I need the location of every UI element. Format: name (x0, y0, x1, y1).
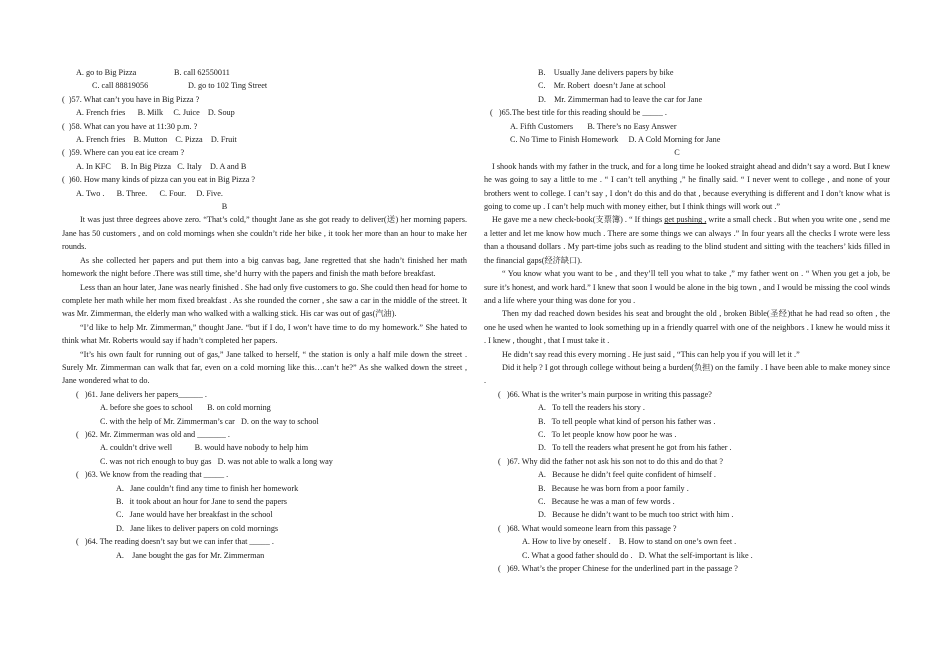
q57-options: A. French fries B. Milk C. Juice D. Soup (76, 108, 235, 118)
q56-option-b: B. call 62550011 (174, 68, 230, 77)
q62-options-ab: A. couldn’t drive well B. would have nobody to help him (100, 443, 309, 453)
q67-option-c: C. Because he was a man of few words . (538, 497, 675, 506)
left-column (62, 66, 467, 562)
q56-options-cd (62, 79, 467, 92)
q67-stem: ( )67. Why did the father not ask his son not to do this and do that ? (498, 456, 723, 466)
q60-options: A. Two . B. Three. C. Four. D. Five. (76, 188, 223, 198)
q65-options-ab: A. Fifth Customers B. There’s no Easy Answer (510, 121, 677, 131)
passage-paragraph-1: It was just three degrees above zero. “That’s cold,” thought Jane as she got ready to deliver(送) her morning papers. Jane has 50 customers , and on cold mornings when she couldn’t ride her bike , it took her more than an hour to make her rounds. (62, 215, 467, 252)
q66-option-a: A. To tell the readers his story . (538, 403, 645, 413)
q66-option-c: C. To let people know how poor he was . (538, 429, 677, 439)
passage-paragraph-3: Less than an hour later, Jane was nearly finished . She had only five customers to go. She could then head for home to complete her math while her mom fixed breakfast . As she rounded the corner , she saw a car in the middle of the street. It was Mr. Zimmerman, the elderly man who walked with a walking stick. His car was out of gas(汽油). (62, 282, 467, 319)
q63-option-a: A. Jane couldn’t find any time to finish her homework (116, 483, 299, 493)
passage2-paragraph-6: Did it help ? I got through college without being a burden(负担) on the family . I have been able to make money since . (484, 362, 890, 386)
q56-option-a: A. go to Big Pizza (76, 68, 137, 77)
q58-options: A. French fries B. Mutton C. Pizza D. Fruit (76, 135, 237, 145)
q59-stem: ( )59. Where can you eat ice cream ? (62, 148, 185, 158)
q59-options: A. In KFC B. In Big Pizza C. Italy D. A and B (76, 161, 247, 171)
underlined-phrase: get pushing , (664, 215, 707, 225)
passage2-paragraph-4: Then my dad reached down besides his seat and brought the old , broken Bible(圣经)that he had read so often , the one he used when he wanted to look something up in a friendly quarrel with one of the neighbors . I knew he would miss it . I knew , thought , that I must take it . (484, 309, 890, 346)
q68-stem: ( )68. What would someone learn from this passage ? (498, 523, 677, 533)
q61-stem: ( )61. Jane delivers her papers______ . (76, 389, 207, 399)
passage-paragraph-5: “It’s his own fault for running out of gas,” Jane talked to herself, “ the station is only a half mile down the street . Surely Mr. Zimmerman can walk that far, even on a cold morning like this…can’t he?” As she walked down the street , Jane wondered what to do. (62, 349, 467, 386)
passage2-paragraph-5: He didn’t say read this every morning . He just said , “This can help you if you will let it .” (502, 349, 800, 359)
answer-c: C (674, 148, 680, 158)
q56-options-ab (62, 66, 467, 79)
q69-stem: ( )69. What’s the proper Chinese for the underlined part in the passage ? (498, 564, 738, 574)
q65-options-cd: C. No Time to Finish Homework D. A Cold Morning for Jane (510, 135, 721, 145)
q57-stem: ( )57. What can’t you have in Big Pizza ? (62, 94, 200, 104)
q63-option-b: B. it took about an hour for Jane to send the papers (116, 497, 287, 506)
q62-options-cd: C. was not rich enough to buy gas D. was not able to walk a long way (100, 456, 333, 466)
passage2-paragraph-3: “ You know what you want to be , and they’ll tell you what to take ,” my father went on . “ When you get a job, be sure it’s honest, and work hard.” I knew that soon I would be alone in the big town , and I would be missing the cool winds and a life where your thing was done for you . (484, 269, 890, 305)
q68-options-ab: A. How to live by oneself . B. How to stand on one’s own feet . (522, 537, 737, 547)
q66-option-d: D. To tell the readers what present he got from his father . (538, 443, 732, 453)
passage2-paragraph-2 (484, 213, 890, 267)
q61-options-ab: A. before she goes to school B. on cold morning (100, 403, 271, 413)
answer-b: B (221, 202, 228, 212)
passage2-paragraph-1: I shook hands with my father in the truck, and for a long time he looked straight ahead and didn’t say a word. But I knew he was going to say a little to me . “ I can’t tell anything ,” he finally said. “ I never went to college , and none of your brothers went to college. I can’t say , I don’t do this and do that , because everything is different and I don’t know what is going to come up . I can’t help much with money either, but I think things will work out .” (484, 161, 890, 212)
q67-option-a: A. Because he didn’t feel quite confident of himself . (538, 470, 716, 480)
q66-stem: ( )66. What is the writer’s main purpose in writing this passage? (498, 389, 712, 399)
q61-options-cd: C. with the help of Mr. Zimmerman’s car D. on the way to school (100, 416, 319, 426)
q64-option-a: A. Jane bought the gas for Mr. Zimmerman (116, 550, 265, 560)
q64-option-d: D. Mr. Zimmerman had to leave the car for Jane (538, 94, 703, 104)
q63-option-d: D. Jane likes to deliver papers on cold mornings (116, 523, 279, 533)
q66-option-b: B. To tell people what kind of person his father was . (538, 416, 716, 426)
passage-paragraph-2: As she collected her papers and put them into a big canvas bag, Jane regretted that she hadn’t finished her math homework the night before .There was still time, she’d hurry with the papers and finish the math before breakfast. (62, 255, 467, 279)
q56-option-c: C. call 88819056 (92, 81, 149, 91)
q62-stem: ( )62. Mr. Zimmerman was old and _______ . (76, 429, 230, 439)
paragraph-2-text-a: He gave me a new check-book(支票簿) . “ If things (492, 215, 665, 225)
q65-stem: ( )65.The best title for this reading should be _____ . (490, 108, 667, 118)
q68-options-cd: C. What a good father should do . D. What the self-important is like . (522, 550, 753, 560)
q60-stem: ( )60. How many kinds of pizza can you eat in Big Pizza ? (62, 175, 256, 185)
q63-stem: ( )63. We know from the reading that _____ . (76, 470, 229, 480)
right-column (484, 66, 890, 575)
q64-stem: ( )64. The reading doesn’t say but we can infer that _____ . (76, 537, 274, 547)
q67-option-b: B. Because he was born from a poor family . (538, 483, 689, 493)
q64-option-b: B. Usually Jane delivers papers by bike (538, 68, 674, 77)
q67-option-d: D. Because he didn’t want to be much too strict with him . (538, 510, 734, 520)
q58-stem: ( )58. What can you have at 11:30 p.m. ? (62, 121, 198, 131)
q63-option-c: C. Jane would have her breakfast in the school (116, 510, 273, 520)
paragraph-2-text-b: write a small check . But when you write one , send me a letter and let me know how much . There are some things we can always .” In four years all the checks I wrote were less than a thousand dollars . My part-time jobs such as reading to the blind student and sitting with the teachers’ kids filled in the financial gaps(经济缺口). (484, 215, 891, 265)
passage-paragraph-4: “I’d like to help Mr. Zimmerman,” thought Jane. “but if I do, I won’t have time to do my homework.” She hated to think what Mr. Roberts would say if hadn’t completed her papers. (62, 322, 467, 346)
q56-option-d: D. go to 102 Ting Street (188, 81, 268, 91)
q64-option-c: C. Mr. Robert doesn’t Jane at school (538, 81, 666, 91)
